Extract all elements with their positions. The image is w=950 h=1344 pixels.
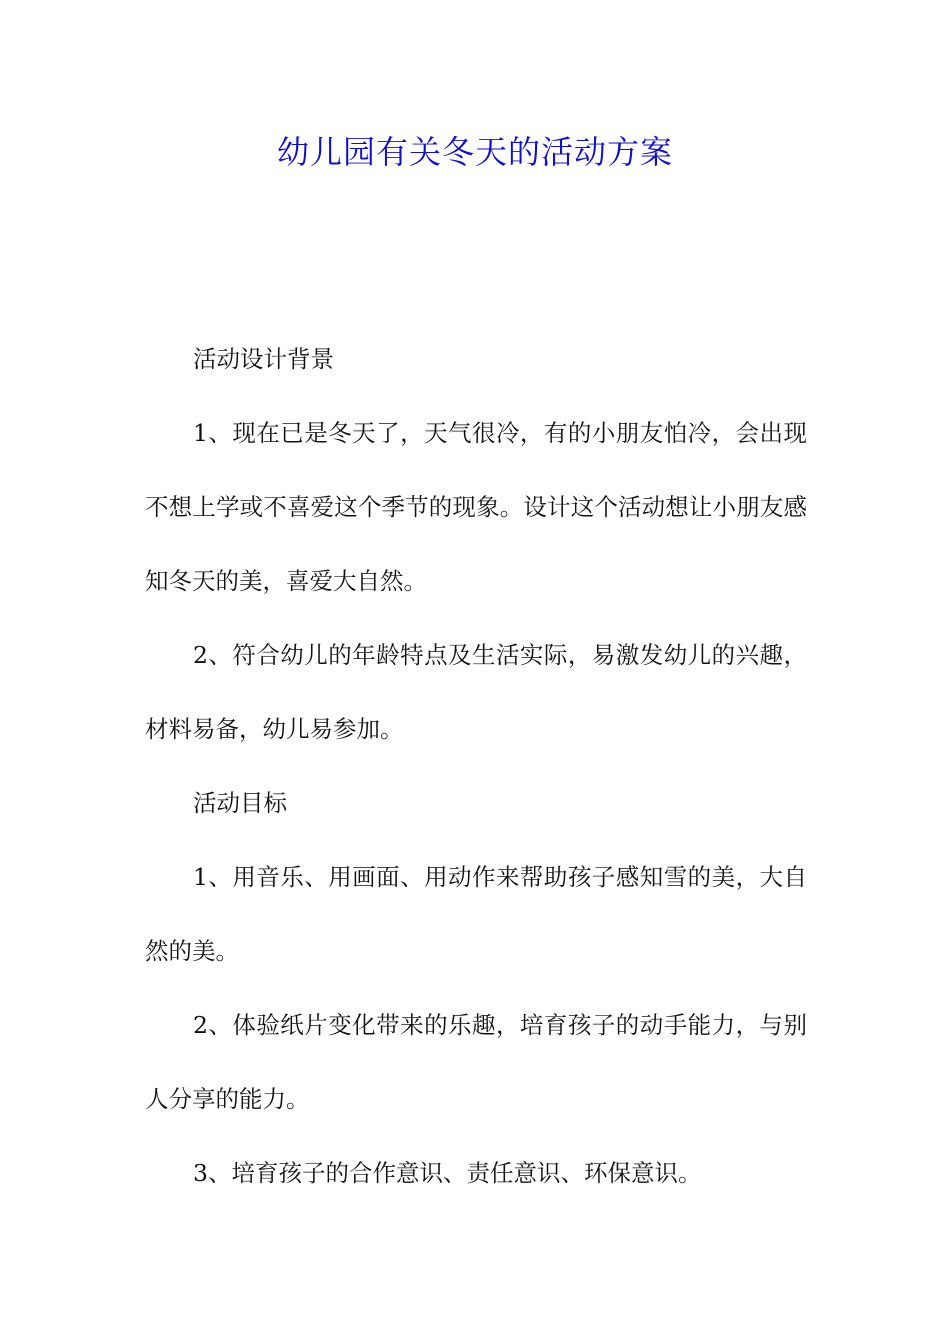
section-heading-goals: 活动目标 (193, 789, 287, 817)
paragraph-goal-3: 3、培育孩子的合作意识、责任意识、环保意识。 (193, 1159, 702, 1187)
paragraph-goal-2: 2、体验纸片变化带来的乐趣，培育孩子的动手能力，与别人分享的能力。 (145, 1011, 807, 1113)
paragraph-background-1: 1、现在已是冬天了，天气很冷，有的小朋友怕冷，会出现不想上学或不喜爱这个季节的现象。设计这个活动想让小朋友感知冬天的美，喜爱大自然。 (145, 419, 807, 595)
section-heading-background: 活动设计背景 (193, 345, 334, 373)
paragraph-goal-1: 1、用音乐、用画面、用动作来帮助孩子感知雪的美，大自然的美。 (145, 863, 807, 965)
document-body (145, 322, 807, 1210)
paragraph-background-2: 2、符合幼儿的年龄特点及生活实际，易激发幼儿的兴趣，材料易备，幼儿易参加。 (145, 641, 807, 743)
document-title: 幼儿园有关冬天的活动方案 (276, 133, 673, 171)
